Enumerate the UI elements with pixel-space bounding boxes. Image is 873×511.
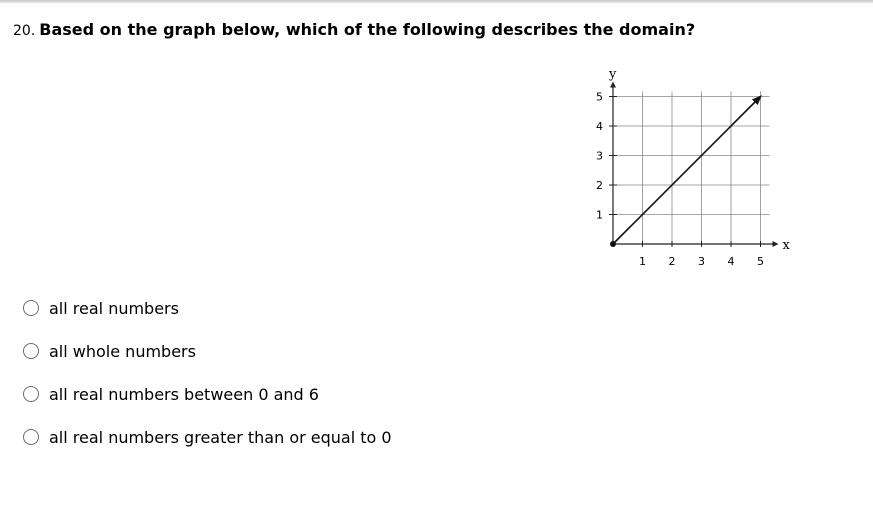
x-tick-label: 4 xyxy=(727,255,735,268)
y-axis-label: y xyxy=(609,67,617,82)
start-point xyxy=(610,241,616,247)
y-tick-label: 1 xyxy=(596,208,603,222)
radio-button[interactable] xyxy=(23,343,39,359)
y-tick-label: 3 xyxy=(596,149,603,163)
question-text: Based on the graph below, which of the following describes the domain? xyxy=(39,20,696,39)
radio-button[interactable] xyxy=(23,429,39,445)
question-header xyxy=(13,20,695,39)
series-line xyxy=(613,97,761,245)
choice-c[interactable] xyxy=(23,373,392,416)
line-graph xyxy=(580,62,800,272)
question-graph xyxy=(580,62,800,272)
x-tick-label: 5 xyxy=(757,255,764,268)
choice-label: all whole numbers xyxy=(49,342,196,361)
y-axis-arrow xyxy=(610,82,616,88)
choice-a[interactable] xyxy=(23,287,392,330)
x-tick-label: 1 xyxy=(639,255,646,268)
choice-d[interactable] xyxy=(23,416,392,459)
x-tick-label: 2 xyxy=(668,255,676,268)
choice-label: all real numbers xyxy=(49,299,179,318)
radio-button[interactable] xyxy=(23,386,39,402)
answer-choices xyxy=(23,287,392,459)
choice-b[interactable] xyxy=(23,330,392,373)
x-axis-label: x xyxy=(782,238,790,253)
choice-label: all real numbers between 0 and 6 xyxy=(49,385,319,404)
question-number: 20. xyxy=(13,23,36,39)
choice-label: all real numbers greater than or equal to 0 xyxy=(49,428,392,447)
y-tick-label: 4 xyxy=(596,120,603,133)
x-tick-label: 3 xyxy=(698,255,705,268)
x-axis-arrow xyxy=(773,241,779,247)
y-tick-label: 5 xyxy=(596,90,603,104)
y-tick-label: 2 xyxy=(596,179,603,192)
radio-button[interactable] xyxy=(23,300,39,316)
top-divider xyxy=(0,0,873,3)
